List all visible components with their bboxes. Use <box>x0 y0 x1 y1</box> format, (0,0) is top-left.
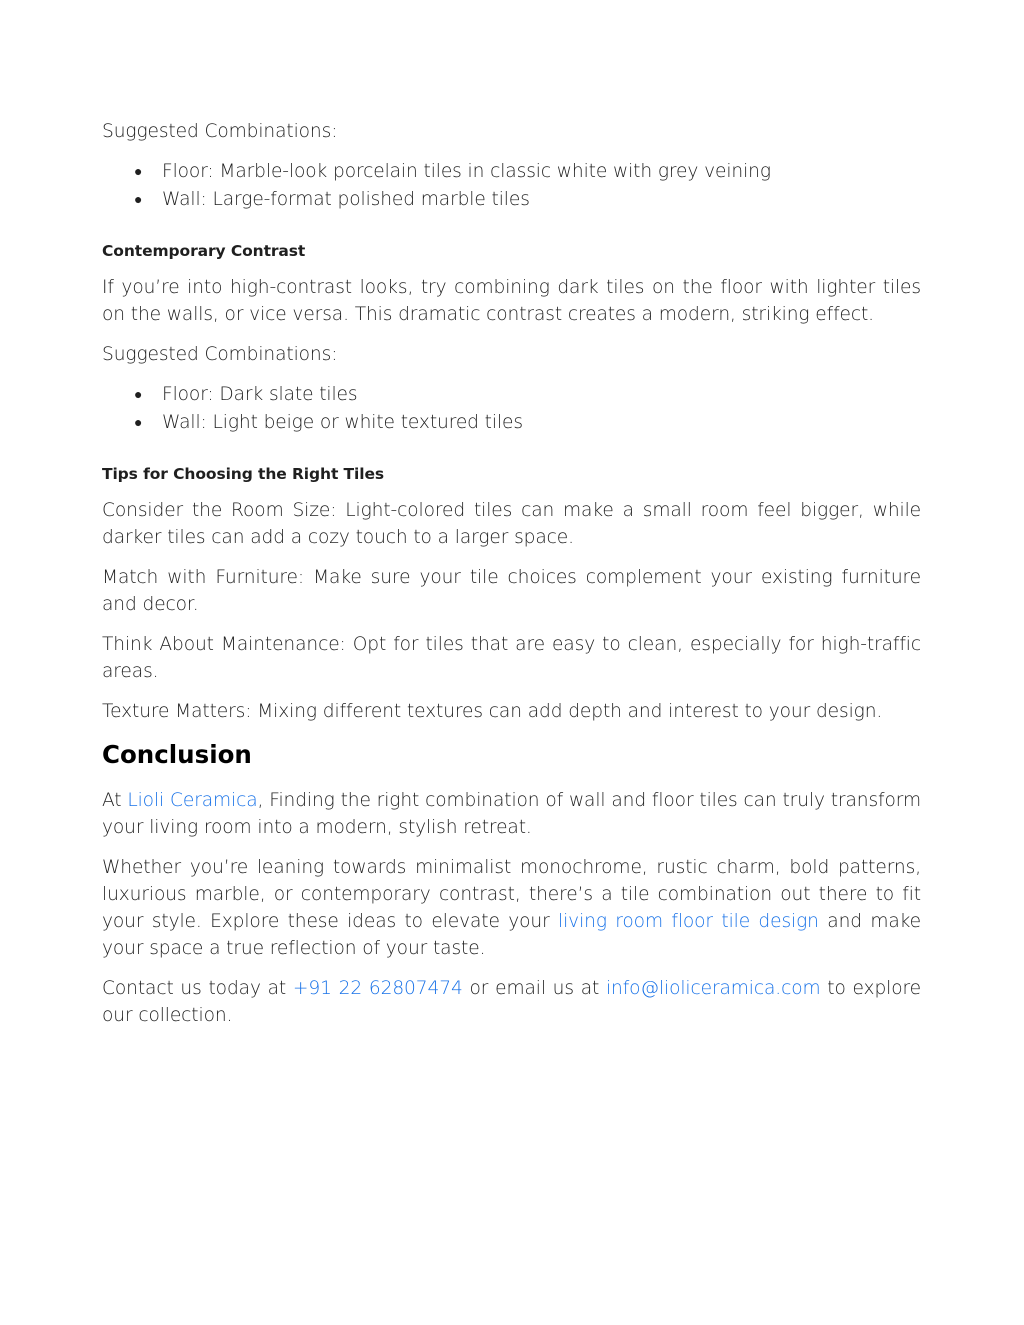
list-item-text: Wall: Light beige or white textured tiles <box>162 412 523 433</box>
list-item-text: Floor: Marble-look porcelain tiles in classic white with grey veining <box>162 161 771 182</box>
list-item <box>102 409 921 437</box>
lioli-ceramica-link[interactable]: Lioli Ceramica <box>127 790 258 811</box>
contemporary-body: If you’re into high-contrast looks, try combining dark tiles on the floor with lighter tiles on the walls, or vice versa. This dramatic contrast creates a modern, striking effect. <box>102 277 921 325</box>
conclusion-paragraph-1 <box>102 787 921 841</box>
tip-paragraph: Consider the Room Size: Light-colored tiles can make a small room feel bigger, while darker tiles can add a cozy touch to a larger space. <box>102 500 921 548</box>
list-item-text: Floor: Dark slate tiles <box>162 384 358 405</box>
list-item <box>102 186 921 214</box>
bullet-icon: ● <box>134 192 143 208</box>
list-item-text: Wall: Large-format polished marble tiles <box>162 189 530 210</box>
combinations-list <box>102 381 921 437</box>
bullet-icon: ● <box>134 164 143 180</box>
text-span: Contact us today at <box>102 978 293 999</box>
combinations-label: Suggested Combinations: <box>102 344 338 365</box>
text-span: and make your space a true reflection of your taste. <box>102 911 921 959</box>
combinations-label: Suggested Combinations: <box>102 121 338 142</box>
tip-paragraph: Match with Furniture: Make sure your tile choices complement your existing furniture and decor. <box>102 567 921 615</box>
text-span: , Finding the right combination of wall and floor tiles can truly transform your living room into a modern, stylish retreat. <box>102 790 921 838</box>
section-heading-conclusion: Conclusion <box>102 740 252 769</box>
bullet-icon: ● <box>134 387 143 403</box>
section-heading-contemporary: Contemporary Contrast <box>102 242 306 260</box>
text-span: At <box>102 790 128 811</box>
section-heading-tips: Tips for Choosing the Right Tiles <box>102 465 384 483</box>
text-span: or email us at <box>462 978 606 999</box>
floor-tile-design-link[interactable]: living room floor tile design <box>558 911 819 932</box>
list-item <box>102 381 921 409</box>
document-page <box>102 118 921 1029</box>
text-span: to explore our collection. <box>102 978 921 1026</box>
bullet-icon: ● <box>134 415 143 431</box>
tip-paragraph: Think About Maintenance: Opt for tiles that are easy to clean, especially for high-traffic areas. <box>102 634 921 682</box>
phone-link[interactable]: +91 22 62807474 <box>292 978 463 999</box>
contact-paragraph <box>102 975 921 1029</box>
combinations-list <box>102 158 921 214</box>
list-item <box>102 158 921 186</box>
conclusion-paragraph-2 <box>102 854 921 962</box>
email-link[interactable]: info@lioliceramica.com <box>605 978 821 999</box>
text-span: Whether you’re leaning towards minimalist monochrome, rustic charm, bold patterns, luxurious marble, or contemporary contrast, there’s a tile combination out there to fit your style. Explore these ideas to elevate your <box>102 857 921 932</box>
tip-paragraph: Texture Matters: Mixing different textures can add depth and interest to your design. <box>102 701 883 722</box>
